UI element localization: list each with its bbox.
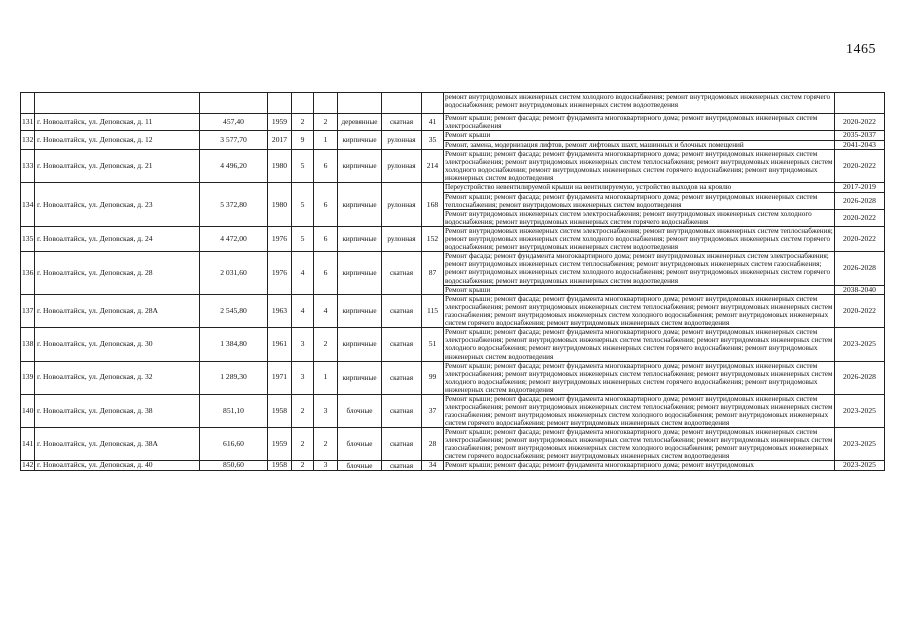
cell-address: г. Новоалтайск, ул. Деповская, д. 32 [35, 361, 200, 394]
cell-walls: кирпичные [338, 227, 382, 252]
cell-walls: кирпичные [338, 328, 382, 361]
cell-year: 1976 [268, 252, 292, 295]
cell-year: 1971 [268, 361, 292, 394]
cell-floors: 4 [292, 295, 314, 328]
table-row [21, 428, 885, 461]
cell-roof: скатная [382, 461, 422, 471]
cell-area: 850,60 [200, 461, 268, 471]
cell-flats: 37 [422, 394, 444, 427]
cell-flats: 34 [422, 461, 444, 471]
cell-entrances: 6 [314, 183, 338, 227]
cell-no: 139 [21, 361, 35, 394]
cell-roof: рулонная [382, 131, 422, 150]
cell-works: Ремонт крыши; ремонт фасада; ремонт фундамента многоквартирного дома; ремонт внутридомовых [444, 461, 835, 471]
cell-area: 5 372,80 [200, 183, 268, 227]
cell-year: 1963 [268, 295, 292, 328]
cell-flats: 115 [422, 295, 444, 328]
cell-entrances: 1 [314, 131, 338, 150]
cell-flats: 41 [422, 114, 444, 131]
cell-period: 2023-2025 [835, 428, 885, 461]
cell-works: Ремонт внутридомовых инженерных систем электроснабжения; ремонт внутридомовых инженерных систем теплоснабжения; ремонт внутридомовых инженерных систем холодного водоснабжения; ремонт внутридомовых инженерных систем горячего водоснабжения; ремонт внутридомовых инженерных систем водоотведения [445, 227, 833, 252]
cell-year: 1958 [268, 394, 292, 427]
cell-no: 133 [21, 150, 35, 183]
cell-works: ремонт внутридомовых инженерных систем холодного водоснабжения; ремонт внутридомовых инженерных систем горячего водоснабжения; ремонт внутридомовых инженерных систем водоотведения [444, 93, 835, 114]
table-row [21, 131, 885, 141]
cell-roof: скатная [382, 114, 422, 131]
cell-area: 616,60 [200, 428, 268, 461]
cell-year: 1980 [268, 183, 292, 227]
cell-roof: рулонная [382, 150, 422, 183]
cell-no: 134 [21, 183, 35, 227]
cell-area: 2 545,80 [200, 295, 268, 328]
cell-address: г. Новоалтайск, ул. Деповская, д. 30 [35, 328, 200, 361]
cell-entrances: 6 [314, 150, 338, 183]
cell-floors: 2 [292, 394, 314, 427]
cell-flats [422, 93, 444, 114]
cell-no: 142 [22, 460, 34, 470]
cell-works: Ремонт крыши; ремонт фасада; ремонт фундамента многоквартирного дома; ремонт внутридомовых инженерных систем электроснабжения; ремонт внутридомовых инженерных систем теплоснабжения; ремонт внутридомовых инженерных систем газоснабжения; ремонт внутридомовых инженерных систем холодного водоснабжения; ремонт внутридомовых инженерных систем горячего водоснабжения; ремонт внутридомовых инженерных систем водоотведения [444, 295, 835, 328]
cell-entrances: 1 [314, 361, 338, 394]
cell-floors: 3 [292, 361, 314, 394]
cell-year: 2017 [268, 131, 292, 150]
cell-no: 137 [21, 295, 35, 328]
table-row [21, 394, 885, 427]
cell-area: 851,10 [200, 394, 268, 427]
cell-roof: скатная [382, 328, 422, 361]
cell-roof: скатная [382, 394, 422, 427]
cell-entrances: 6 [314, 252, 338, 295]
cell-walls: кирпичные [338, 150, 382, 183]
cell-flats: 214 [422, 150, 444, 183]
cell-walls: кирпичные [338, 131, 382, 150]
table-row [21, 227, 885, 252]
cell-area: 4 496,20 [200, 150, 268, 183]
cell-entrances: 3 [314, 461, 338, 471]
cell-no [21, 93, 35, 114]
cell-period: 2020-2022 [835, 295, 885, 328]
page-number: 1465 [846, 42, 876, 57]
cell-entrances: 2 [314, 114, 338, 131]
cell-no: 132 [21, 131, 35, 150]
cell-roof [382, 93, 422, 114]
table-row-continued [21, 93, 885, 114]
table-row [21, 361, 885, 394]
cell-no: 141 [21, 428, 35, 461]
cell-address: г. Новоалтайск, ул. Деповская, д. 38А [35, 428, 200, 461]
cell-floors: 2 [292, 114, 314, 131]
cell-roof: скатная [382, 361, 422, 394]
cell-works: Ремонт крыши; ремонт фасада; ремонт фундамента многоквартирного дома; ремонт внутридомовых инженерных систем электроснабжения; ремонт внутридомовых инженерных систем теплоснабжения; ремонт внутридомовых инженерных систем газоснабжения; ремонт внутридомовых инженерных систем холодного водоснабжения; ремонт внутридомовых инженерных систем горячего водоснабжения; ремонт внутридомовых инженерных систем водоотведения [444, 394, 835, 427]
cell-no: 131 [21, 114, 35, 131]
cell-no: 136 [21, 252, 35, 295]
cell-walls: блочные [338, 461, 382, 471]
cell-works: Ремонт, замена, модернизация лифтов, ремонт лифтовых шахт, машинных и блочных помещений [444, 140, 835, 150]
cell-period: 2023-2025 [835, 394, 885, 427]
cell-floors: 5 [292, 150, 314, 183]
cell-address: г. Новоалтайск, ул. Деповская, д. 12 [35, 131, 200, 150]
cell-flats: 87 [422, 252, 444, 295]
cell-no: 140 [21, 394, 35, 427]
cell-works: Ремонт крыши; ремонт фасада; ремонт фундамента многоквартирного дома; ремонт внутридомовых инженерных систем электроснабжения [444, 114, 835, 131]
cell-walls: блочные [338, 428, 382, 461]
table-row [21, 328, 885, 361]
cell-period: 2023-2025 [835, 461, 885, 471]
cell-floors: 2 [292, 461, 314, 471]
cell-year: 1959 [268, 114, 292, 131]
cell-walls: кирпичные [338, 252, 382, 295]
cell-address [35, 93, 200, 114]
cell-works: Ремонт крыши; ремонт фасада; ремонт фундамента многоквартирного дома; ремонт внутридомовых инженерных систем электроснабжения; ремонт внутридомовых инженерных систем теплоснабжения; ремонт внутридомовых инженерных систем холодного водоснабжения; ремонт внутридомовых инженерных систем горячего водоснабжения; ремонт внутридомовых инженерных систем водоотведения [444, 150, 835, 183]
cell-area: 2 031,60 [200, 252, 268, 295]
cell-floors: 5 [292, 227, 314, 252]
cell-floors [292, 93, 314, 114]
cell-year: 1961 [268, 328, 292, 361]
table-row [21, 114, 885, 131]
cell-address: г. Новоалтайск, ул. Деповская, д. 21 [35, 150, 200, 183]
cell-period: 2026-2028 [835, 361, 885, 394]
cell-floors: 2 [292, 428, 314, 461]
cell-flats: 35 [422, 131, 444, 150]
cell-period: 2041-2043 [835, 140, 885, 150]
cell-works: Ремонт крыши; ремонт фасада; ремонт фундамента многоквартирного дома; ремонт внутридомовых инженерных систем электроснабжения; ремонт внутридомовых инженерных систем теплоснабжения; ремонт внутридомовых инженерных систем газоснабжения; ремонт внутридомовых инженерных систем холодного водоснабжения; ремонт внутридомовых инженерных систем горячего водоснабжения; ремонт внутридомовых инженерных систем водоотведения [444, 428, 835, 461]
cell-entrances [314, 93, 338, 114]
cell-year: 1980 [268, 150, 292, 183]
cell-flats: 51 [422, 328, 444, 361]
cell-entrances: 2 [314, 428, 338, 461]
cell-works: Ремонт крыши [444, 131, 835, 141]
cell-address: г. Новоалтайск, ул. Деповская, д. 28А [35, 295, 200, 328]
cell-walls: деревянные [338, 114, 382, 131]
cell-area: 457,40 [200, 114, 268, 131]
cell-flats: 28 [422, 428, 444, 461]
cell-period: 2020-2022 [835, 114, 885, 131]
cell-roof: рулонная [382, 183, 422, 227]
cell-floors: 3 [292, 328, 314, 361]
cell-period: 2035-2037 [835, 131, 885, 141]
cell-year: 1958 [268, 461, 292, 471]
cell-entrances: 6 [314, 227, 338, 252]
cell-entrances: 2 [314, 328, 338, 361]
cell-year: 1976 [268, 227, 292, 252]
cell-year: 1959 [268, 428, 292, 461]
cell-year [268, 93, 292, 114]
table-body [21, 93, 885, 471]
cell-works: Ремонт крыши; ремонт фасада; ремонт фундамента многоквартирного дома; ремонт внутридомовых инженерных систем теплоснабжения; ремонт внутридомовых инженерных систем водоотведения [444, 192, 835, 209]
cell-address: г. Новоалтайск, ул. Деповская, д. 24 [35, 227, 200, 252]
cell-address: г. Новоалтайск, ул. Деповская, д. 23 [35, 183, 200, 227]
cell-roof: скатная [382, 428, 422, 461]
cell-period: 2023-2025 [835, 328, 885, 361]
capital-repair-table [20, 92, 885, 471]
table-row [21, 183, 885, 193]
cell-address: г. Новоалтайск, ул. Деповская, д. 11 [35, 114, 200, 131]
cell-entrances: 3 [314, 394, 338, 427]
table-row [21, 461, 885, 471]
cell-area: 3 577,70 [200, 131, 268, 150]
cell-flats: 168 [422, 183, 444, 227]
cell-period: 2026-2028 [835, 252, 885, 285]
cell-floors: 9 [292, 131, 314, 150]
cell-walls: кирпичные [338, 295, 382, 328]
table-row [21, 295, 885, 328]
cell-area: 1 289,30 [200, 361, 268, 394]
cell-works: Переустройство невентилируемой крыши на вентилируемую, устройство выходов на кровлю [444, 183, 835, 193]
cell-roof: скатная [382, 252, 422, 295]
cell-works: Ремонт крыши; ремонт фасада; ремонт фундамента многоквартирного дома; ремонт внутридомовых инженерных систем электроснабжения; ремонт внутридомовых инженерных систем теплоснабжения; ремонт внутридомовых инженерных систем холодного водоснабжения; ремонт внутридомовых инженерных систем горячего водоснабжения; ремонт внутридомовых инженерных систем водоотведения [444, 361, 835, 394]
cell-period: 2017-2019 [835, 183, 885, 193]
cell-period: 2026-2028 [835, 192, 885, 209]
cell-period: 2020-2022 [835, 210, 885, 227]
cell-area: 4 472,00 [200, 227, 268, 252]
cell-walls [338, 93, 382, 114]
cell-roof: скатная [382, 295, 422, 328]
cell-address: г. Новоалтайск, ул. Деповская, д. 28 [35, 252, 200, 295]
cell-works: Ремонт внутридомовых инженерных систем электроснабжения; ремонт внутридомовых инженерных систем холодного водоснабжения; ремонт внутридомовых инженерных систем горячего водоснабжения [444, 210, 835, 227]
cell-flats: 99 [422, 361, 444, 394]
cell-walls: кирпичные [338, 361, 382, 394]
cell-address: г. Новоалтайск, ул. Деповская, д. 40 [35, 461, 200, 471]
cell-walls: блочные [338, 394, 382, 427]
cell-roof: рулонная [382, 227, 422, 252]
cell-area [200, 93, 268, 114]
cell-no: 135 [21, 227, 35, 252]
cell-works: Ремонт крыши; ремонт фасада; ремонт фундамента многоквартирного дома; ремонт внутридомовых инженерных систем электроснабжения; ремонт внутридомовых инженерных систем теплоснабжения; ремонт внутридомовых инженерных систем холодного водоснабжения; ремонт внутридомовых инженерных систем горячего водоснабжения; ремонт внутридомовых инженерных систем водоотведения [444, 328, 835, 361]
cell-works: Ремонт фасада; ремонт фундамента многоквартирного дома; ремонт внутридомовых инженерных систем электроснабжения; ремонт внутридомовых инженерных систем теплоснабжения; ремонт внутридомовых инженерных систем газоснабжения; ремонт внутридомовых инженерных систем холодного водоснабжения; ремонт внутридомовых инженерных систем горячего водоснабжения; ремонт внутридомовых инженерных систем водоотведения [444, 252, 835, 285]
cell-period [835, 93, 885, 114]
cell-works: Ремонт крыши [444, 285, 835, 295]
cell-area: 1 384,80 [200, 328, 268, 361]
table-row [21, 150, 885, 183]
cell-entrances: 4 [314, 295, 338, 328]
cell-flats: 152 [422, 227, 444, 252]
cell-period: 2020-2022 [835, 227, 885, 252]
cell-period: 2038-2040 [835, 285, 885, 295]
cell-floors: 4 [292, 252, 314, 295]
cell-walls: кирпичные [338, 183, 382, 227]
cell-floors: 5 [292, 183, 314, 227]
cell-address: г. Новоалтайск, ул. Деповская, д. 38 [35, 394, 200, 427]
table-row [21, 252, 885, 285]
cell-period: 2020-2022 [835, 150, 885, 183]
cell-no: 138 [21, 328, 35, 361]
